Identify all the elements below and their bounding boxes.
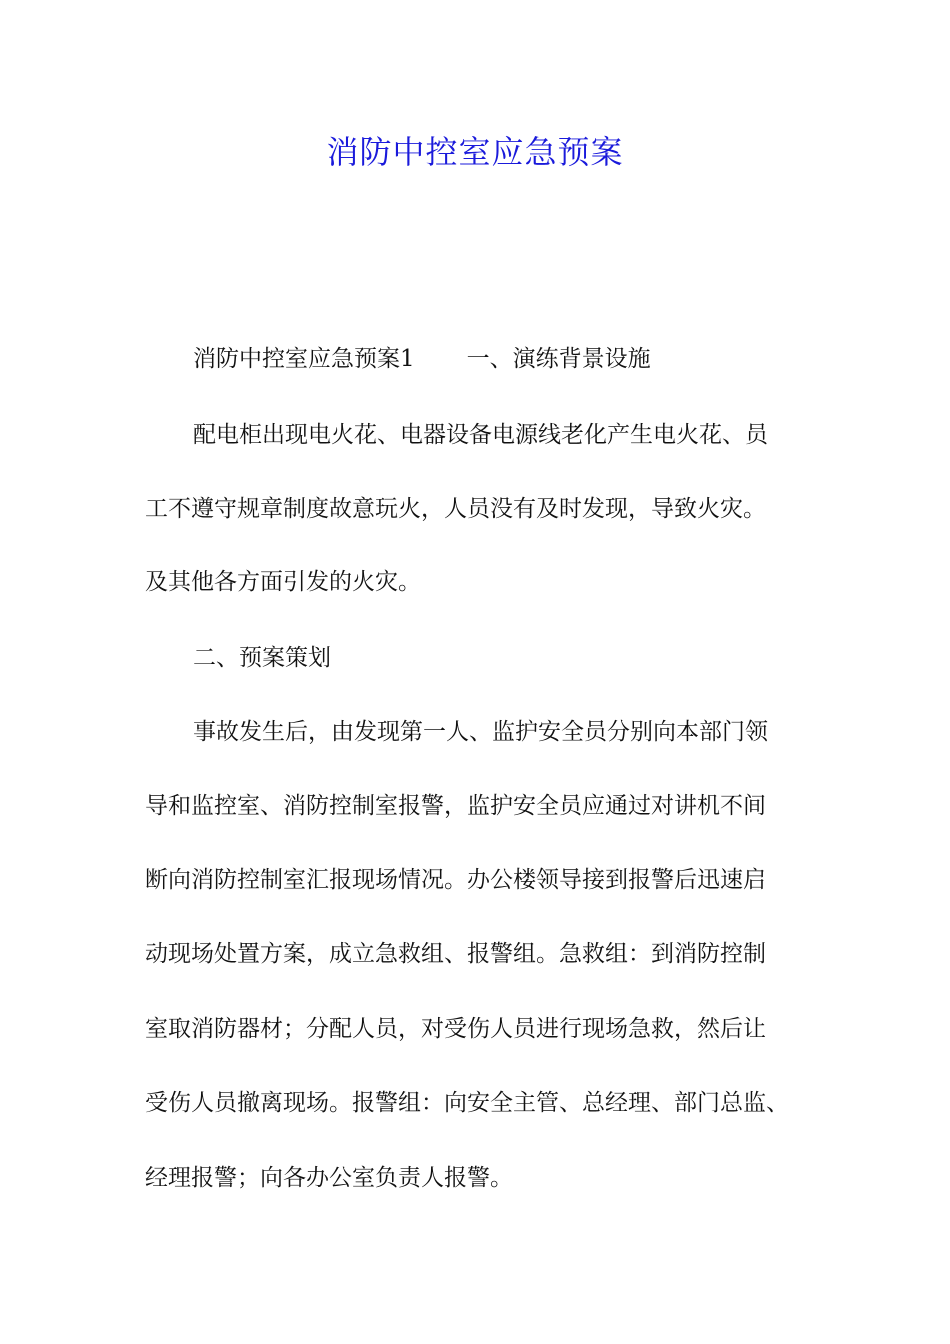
paragraph-line: 动现场处置方案，成立急救组、报警组。急救组：到消防控制: [145, 941, 766, 967]
paragraph-line: 及其他各方面引发的火灾。: [145, 569, 421, 595]
heading-section-one: 一、演练背景设施: [466, 346, 651, 372]
section-heading-two: 二、预案策划: [193, 645, 331, 671]
heading-plan-number: 消防中控室应急预案1: [193, 346, 415, 372]
paragraph-line: 配电柜出现电火花、电器设备电源线老化产生电火花、员: [193, 422, 768, 448]
paragraph-line: 工不遵守规章制度故意玩火，人员没有及时发现，导致火灾。: [145, 496, 766, 522]
section-heading: [193, 343, 893, 375]
document-title: 消防中控室应急预案: [326, 133, 624, 171]
paragraph-line: 导和监控室、消防控制室报警，监护安全员应通过对讲机不间: [145, 793, 766, 819]
paragraph-line: 断向消防控制室汇报现场情况。办公楼领导接到报警后迅速启: [145, 867, 766, 893]
paragraph-line: 受伤人员撤离现场。报警组：向安全主管、总经理、部门总监、: [145, 1090, 789, 1116]
paragraph-line: 事故发生后，由发现第一人、监护安全员分别向本部门领: [193, 719, 768, 745]
paragraph-line: 室取消防器材；分配人员，对受伤人员进行现场急救，然后让: [145, 1016, 766, 1042]
paragraph-line: 经理报警；向各办公室负责人报警。: [145, 1165, 513, 1191]
